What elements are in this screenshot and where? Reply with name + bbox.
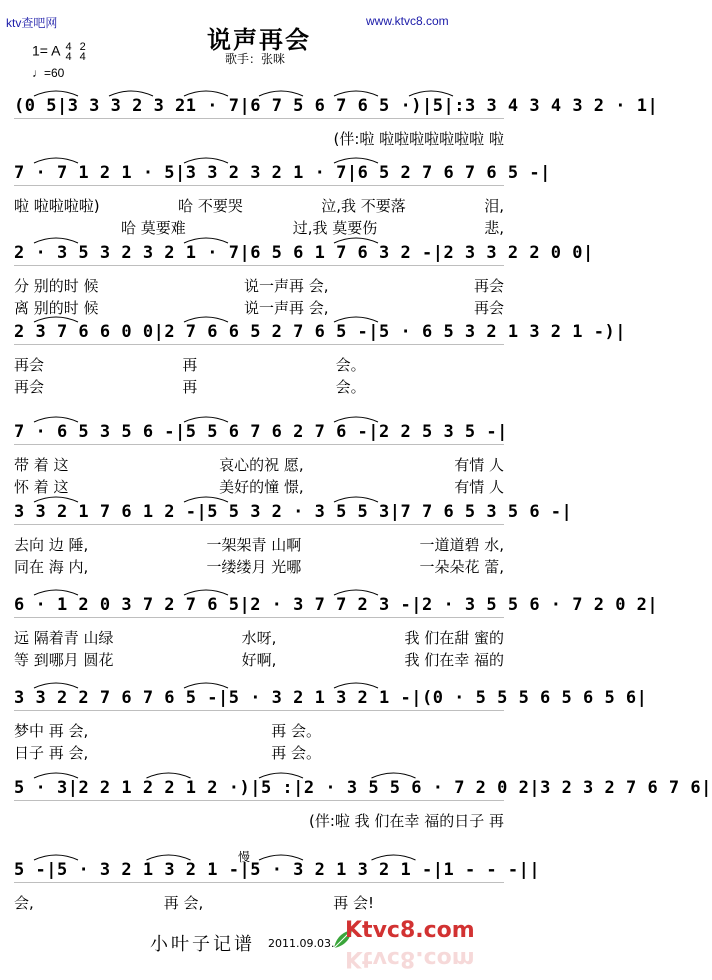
note-group: 6 5 2 7 6 7 6 5 - bbox=[357, 163, 541, 183]
transcription-date: 2011.09.03. bbox=[268, 937, 335, 950]
barline: | bbox=[175, 163, 186, 183]
lyric-segment: 说一声再 会, bbox=[243, 299, 329, 317]
lyric-segment: 再 会! bbox=[333, 894, 375, 912]
lyric-segment: 哈 不要哭 bbox=[178, 197, 243, 215]
lyric-segment: 远 隔着青 山绿 bbox=[14, 629, 114, 647]
lyric-line bbox=[14, 275, 504, 296]
slur-arc bbox=[34, 497, 78, 502]
lyric-segment: 再 会, bbox=[163, 894, 204, 912]
lyric-segment: 说一声再 会, bbox=[243, 277, 329, 295]
lyric-line bbox=[14, 810, 504, 831]
lyric-segment: 再会 bbox=[14, 378, 45, 396]
note-group: 2 · 3 5 5 6 · 7 2 0 2 bbox=[421, 595, 648, 615]
lyric-line bbox=[14, 534, 504, 555]
slur-arc bbox=[34, 238, 78, 243]
lyric-segment: 一缕缕月 光哪 bbox=[206, 558, 302, 576]
slur-arc bbox=[34, 417, 78, 422]
slur-arc bbox=[334, 158, 378, 163]
lyric-segment: 同在 海 内, bbox=[14, 558, 89, 576]
slur-arc bbox=[184, 683, 228, 688]
lyric-segment: 怀 着 这 bbox=[14, 478, 69, 496]
barline: | bbox=[615, 322, 626, 342]
slur-arc bbox=[259, 91, 303, 96]
slur-arc bbox=[34, 683, 78, 688]
barline: | bbox=[217, 688, 229, 708]
note-group: 1 - - - bbox=[443, 860, 519, 880]
lyric-segment: (伴:啦 啦啦啦啦啦啦啦 啦 bbox=[333, 130, 504, 148]
barline: | bbox=[432, 243, 444, 263]
note-group: 5 · 3 bbox=[14, 778, 68, 798]
beam-line bbox=[14, 617, 504, 618]
note-group: 5 5 6 7 6 2 7 6 - bbox=[185, 422, 369, 442]
lyric-segment: 过,我 莫要伤 bbox=[292, 219, 378, 237]
lyric-line bbox=[14, 376, 504, 397]
note-group: 5 · 3 2 1 3 2 1 - bbox=[56, 860, 240, 880]
barline: | bbox=[46, 860, 57, 880]
slur-arc bbox=[334, 683, 378, 688]
slur-arc bbox=[34, 590, 78, 595]
lyric-segment: 美好的憧 憬, bbox=[219, 478, 304, 496]
slur-arc bbox=[147, 773, 191, 778]
slur-arc bbox=[34, 158, 78, 163]
lyric-segment: 再会 bbox=[473, 277, 504, 295]
tempo-marking: ♩=60 bbox=[32, 66, 65, 80]
barline: | bbox=[368, 422, 380, 442]
barline: | bbox=[250, 778, 261, 798]
slur-marks bbox=[14, 310, 504, 324]
site-logo-reflection: Ktvc8.com bbox=[345, 946, 475, 971]
lyric-segment: 再 会。 bbox=[271, 744, 322, 762]
beam-line bbox=[14, 344, 504, 345]
lyric-segment: 哈 莫要难 bbox=[120, 219, 186, 237]
lyric-segment: 分 别的时 候 bbox=[14, 277, 99, 295]
lyric-segment: 日子 再 会, bbox=[14, 744, 89, 762]
slur-arc bbox=[372, 855, 416, 860]
lyric-line bbox=[14, 742, 504, 763]
note-group: 3 2 3 2 7 6 7 6 bbox=[540, 778, 702, 798]
lyric-line bbox=[14, 354, 504, 375]
lyric-segment: 啦 啦啦啦啦) bbox=[14, 197, 100, 215]
barline: | bbox=[67, 778, 79, 798]
notation-row bbox=[14, 502, 573, 522]
note-group: 2 2 5 3 5 - bbox=[379, 422, 498, 442]
slur-arc bbox=[334, 417, 378, 422]
lyric-line bbox=[14, 454, 504, 475]
notation-row bbox=[14, 688, 648, 708]
slur-arc bbox=[334, 497, 378, 502]
slur-arc bbox=[34, 855, 78, 860]
site-name-left: ktv查吧网 bbox=[6, 16, 58, 30]
note-group: 1 · 7 bbox=[185, 96, 240, 116]
note-group: (0 5 bbox=[14, 96, 57, 116]
note-group: 5 · 3 2 1 3 2 1 - bbox=[228, 688, 412, 708]
lyric-segment: 好啊, bbox=[241, 651, 277, 669]
barline: | bbox=[239, 96, 251, 116]
note-group: 2 · 3 5 5 6 · 7 2 0 2 bbox=[303, 778, 530, 798]
slur-arc bbox=[334, 317, 378, 322]
note-group: 3 3 2 3 2 1 · 7 bbox=[185, 163, 347, 183]
barline: | bbox=[153, 322, 165, 342]
lyric-line bbox=[14, 649, 504, 670]
barline: | bbox=[540, 163, 551, 183]
notation-row bbox=[14, 422, 508, 442]
lyric-segment: 再 会。 bbox=[271, 722, 322, 740]
lyric-segment: 一架架青 山啊 bbox=[206, 536, 302, 554]
barline: | bbox=[701, 778, 712, 798]
note-group: 5 · 3 2 1 3 2 1 - bbox=[250, 860, 433, 880]
note-group: 3 3 4 3 4 3 2 · 1 bbox=[464, 96, 648, 116]
slur-arc bbox=[259, 855, 303, 860]
barline: | bbox=[389, 502, 401, 522]
barline: | bbox=[647, 96, 659, 116]
barline: 5 :| bbox=[260, 778, 304, 798]
note-group: 7 · 6 5 3 5 6 - bbox=[14, 422, 176, 442]
notation-row bbox=[14, 96, 659, 116]
barline: | bbox=[561, 502, 573, 522]
note-group: 2 3 3 2 2 0 0 bbox=[443, 243, 583, 263]
barline: | bbox=[497, 422, 508, 442]
lyric-line bbox=[14, 892, 504, 913]
barline: | bbox=[175, 422, 186, 442]
note-group: 2 7 6 6 5 2 7 6 5 - bbox=[164, 322, 369, 342]
beam-line bbox=[14, 265, 504, 266]
beam-line bbox=[14, 444, 504, 445]
lyric-segment: 悲, bbox=[484, 219, 504, 237]
lyric-segment: 一道道碧 水, bbox=[419, 536, 504, 554]
barline: | bbox=[239, 243, 251, 263]
lyric-segment: 去向 边 陲, bbox=[14, 536, 89, 554]
slur-arc bbox=[334, 590, 378, 595]
barline: | bbox=[56, 96, 68, 116]
barline: | bbox=[422, 96, 433, 116]
singer-label: 歌手：张咪 bbox=[225, 52, 286, 66]
site-url-right[interactable]: www.ktvc8.com bbox=[366, 14, 449, 28]
beam-line bbox=[14, 524, 504, 525]
note-group: 5 bbox=[432, 96, 444, 116]
note-group: 6 5 6 1 7 6 3 2 - bbox=[250, 243, 433, 263]
lyric-line bbox=[14, 128, 504, 149]
lyric-segment: 离 别的时 候 bbox=[14, 299, 99, 317]
note-group: 3 3 3 2 3 2 bbox=[67, 96, 186, 116]
slur-marks bbox=[14, 490, 504, 504]
lyric-segment: 有情 人 bbox=[454, 478, 504, 496]
slur-arc bbox=[184, 91, 228, 96]
slur-marks bbox=[14, 84, 504, 98]
lyric-segment: 再会 bbox=[14, 356, 45, 374]
slur-arc bbox=[334, 238, 378, 243]
lyric-segment: 我 们在幸 福的 bbox=[404, 651, 504, 669]
lyric-segment: 会。 bbox=[335, 378, 366, 396]
key-signature: 1= A bbox=[32, 42, 60, 59]
note-group: 3 3 2 1 7 6 1 2 - bbox=[14, 502, 197, 522]
slur-arc bbox=[184, 158, 228, 163]
slur-arc bbox=[34, 91, 78, 96]
lyric-segment: 带 着 这 bbox=[14, 456, 69, 474]
note-group: 5 - bbox=[14, 860, 47, 880]
time-signature-a: 4 4 bbox=[65, 41, 72, 63]
lyric-segment: 水呀, bbox=[241, 629, 277, 647]
note-group: 5 5 3 2 · 3 5 5 3 bbox=[207, 502, 390, 522]
barline: | bbox=[636, 688, 648, 708]
lyric-line bbox=[14, 720, 504, 741]
lyric-segment: 再会 bbox=[473, 299, 504, 317]
slur-marks bbox=[14, 410, 504, 424]
slur-marks bbox=[14, 583, 504, 597]
barline: | bbox=[647, 595, 659, 615]
lyric-segment: (伴:啦 我 们在幸 福的日子 再 bbox=[308, 812, 504, 830]
notation-row bbox=[14, 322, 626, 342]
barline: | bbox=[239, 860, 251, 880]
barline: | bbox=[239, 595, 251, 615]
barline: | bbox=[583, 243, 594, 263]
note-group: 2 · 3 7 7 2 3 - bbox=[250, 595, 412, 615]
lyric-segment: 会。 bbox=[335, 356, 366, 374]
lyric-segment: 梦中 再 会, bbox=[14, 722, 89, 740]
key-and-time-signature bbox=[32, 42, 88, 62]
slur-arc bbox=[147, 855, 191, 860]
notation-row bbox=[14, 595, 659, 615]
barline: || bbox=[518, 860, 541, 880]
notation-row bbox=[14, 243, 594, 263]
transcriber-signature: 小叶子记谱 bbox=[150, 934, 255, 955]
lyric-segment: 会, bbox=[14, 894, 34, 912]
barline: | bbox=[432, 860, 444, 880]
tempo-slow-mark: 慢 bbox=[238, 850, 251, 864]
notation-row bbox=[14, 778, 712, 798]
note-group: 3 3 2 2 7 6 7 6 5 - bbox=[14, 688, 218, 708]
barline: | bbox=[346, 163, 358, 183]
beam-line bbox=[14, 118, 504, 119]
barline: | bbox=[411, 595, 422, 615]
slur-arc bbox=[372, 773, 416, 778]
slur-marks bbox=[14, 766, 504, 780]
lyric-segment: 再 bbox=[182, 378, 198, 396]
slur-arc bbox=[259, 773, 303, 778]
beam-line bbox=[14, 710, 504, 711]
note-group: 2 3 7 6 6 0 0 bbox=[14, 322, 154, 342]
barline: |: bbox=[443, 96, 465, 116]
slur-arc bbox=[334, 91, 378, 96]
note-group: 5 · 6 5 3 2 1 3 2 1 -) bbox=[379, 322, 616, 342]
slur-arc bbox=[184, 317, 228, 322]
slur-arc bbox=[184, 417, 228, 422]
slur-arc bbox=[409, 91, 453, 96]
slur-marks bbox=[14, 231, 504, 245]
slur-marks bbox=[14, 848, 504, 862]
barline: | bbox=[196, 502, 208, 522]
slur-arc bbox=[34, 317, 78, 322]
lyric-segment: 一朵朵花 蕾, bbox=[419, 558, 504, 576]
note-group: 2 2 1 2 2 1 2 ·) bbox=[78, 778, 251, 798]
lyric-segment: 我 们在甜 蜜的 bbox=[404, 629, 504, 647]
lyric-segment: 等 到哪月 圆花 bbox=[14, 651, 114, 669]
time-signature-b: 2 4 bbox=[79, 41, 86, 63]
slur-arc bbox=[184, 590, 228, 595]
slur-marks bbox=[14, 151, 504, 165]
slur-arc bbox=[184, 238, 228, 243]
slur-arc bbox=[184, 497, 228, 502]
note-group: 2 · 3 5 3 2 3 2 1 · 7 bbox=[14, 243, 240, 263]
song-title: 说声再会 bbox=[207, 26, 311, 54]
site-logo: Ktvc8.com bbox=[345, 918, 475, 943]
note-group: 6 · 1 2 0 3 7 2 7 6 5 bbox=[14, 595, 240, 615]
note-group: (0 · 5 5 5 6 5 6 5 6 bbox=[421, 688, 637, 708]
lyric-line bbox=[14, 195, 504, 216]
note-group: 6 7 5 6 7 6 5 ·) bbox=[250, 96, 422, 116]
lyric-line bbox=[14, 556, 504, 577]
lyric-line bbox=[14, 627, 504, 648]
beam-line bbox=[14, 185, 504, 186]
beam-line bbox=[14, 882, 504, 883]
note-group: 7 · 7 1 2 1 · 5 bbox=[14, 163, 176, 183]
beam-line bbox=[14, 800, 504, 801]
barline: | bbox=[411, 688, 422, 708]
notation-row bbox=[14, 163, 551, 183]
barline: | bbox=[368, 322, 380, 342]
slur-arc bbox=[109, 91, 153, 96]
note-group: 7 7 6 5 3 5 6 - bbox=[400, 502, 562, 522]
lyric-segment: 哀心的祝 愿, bbox=[219, 456, 304, 474]
barline: | bbox=[529, 778, 541, 798]
notation-row bbox=[14, 860, 541, 880]
lyric-segment: 再 bbox=[182, 356, 198, 374]
lyric-segment: 泣,我 不要落 bbox=[321, 197, 406, 215]
lyric-segment: 泪, bbox=[484, 197, 504, 215]
slur-marks bbox=[14, 676, 504, 690]
slur-arc bbox=[34, 773, 78, 778]
lyric-segment: 有情 人 bbox=[454, 456, 504, 474]
